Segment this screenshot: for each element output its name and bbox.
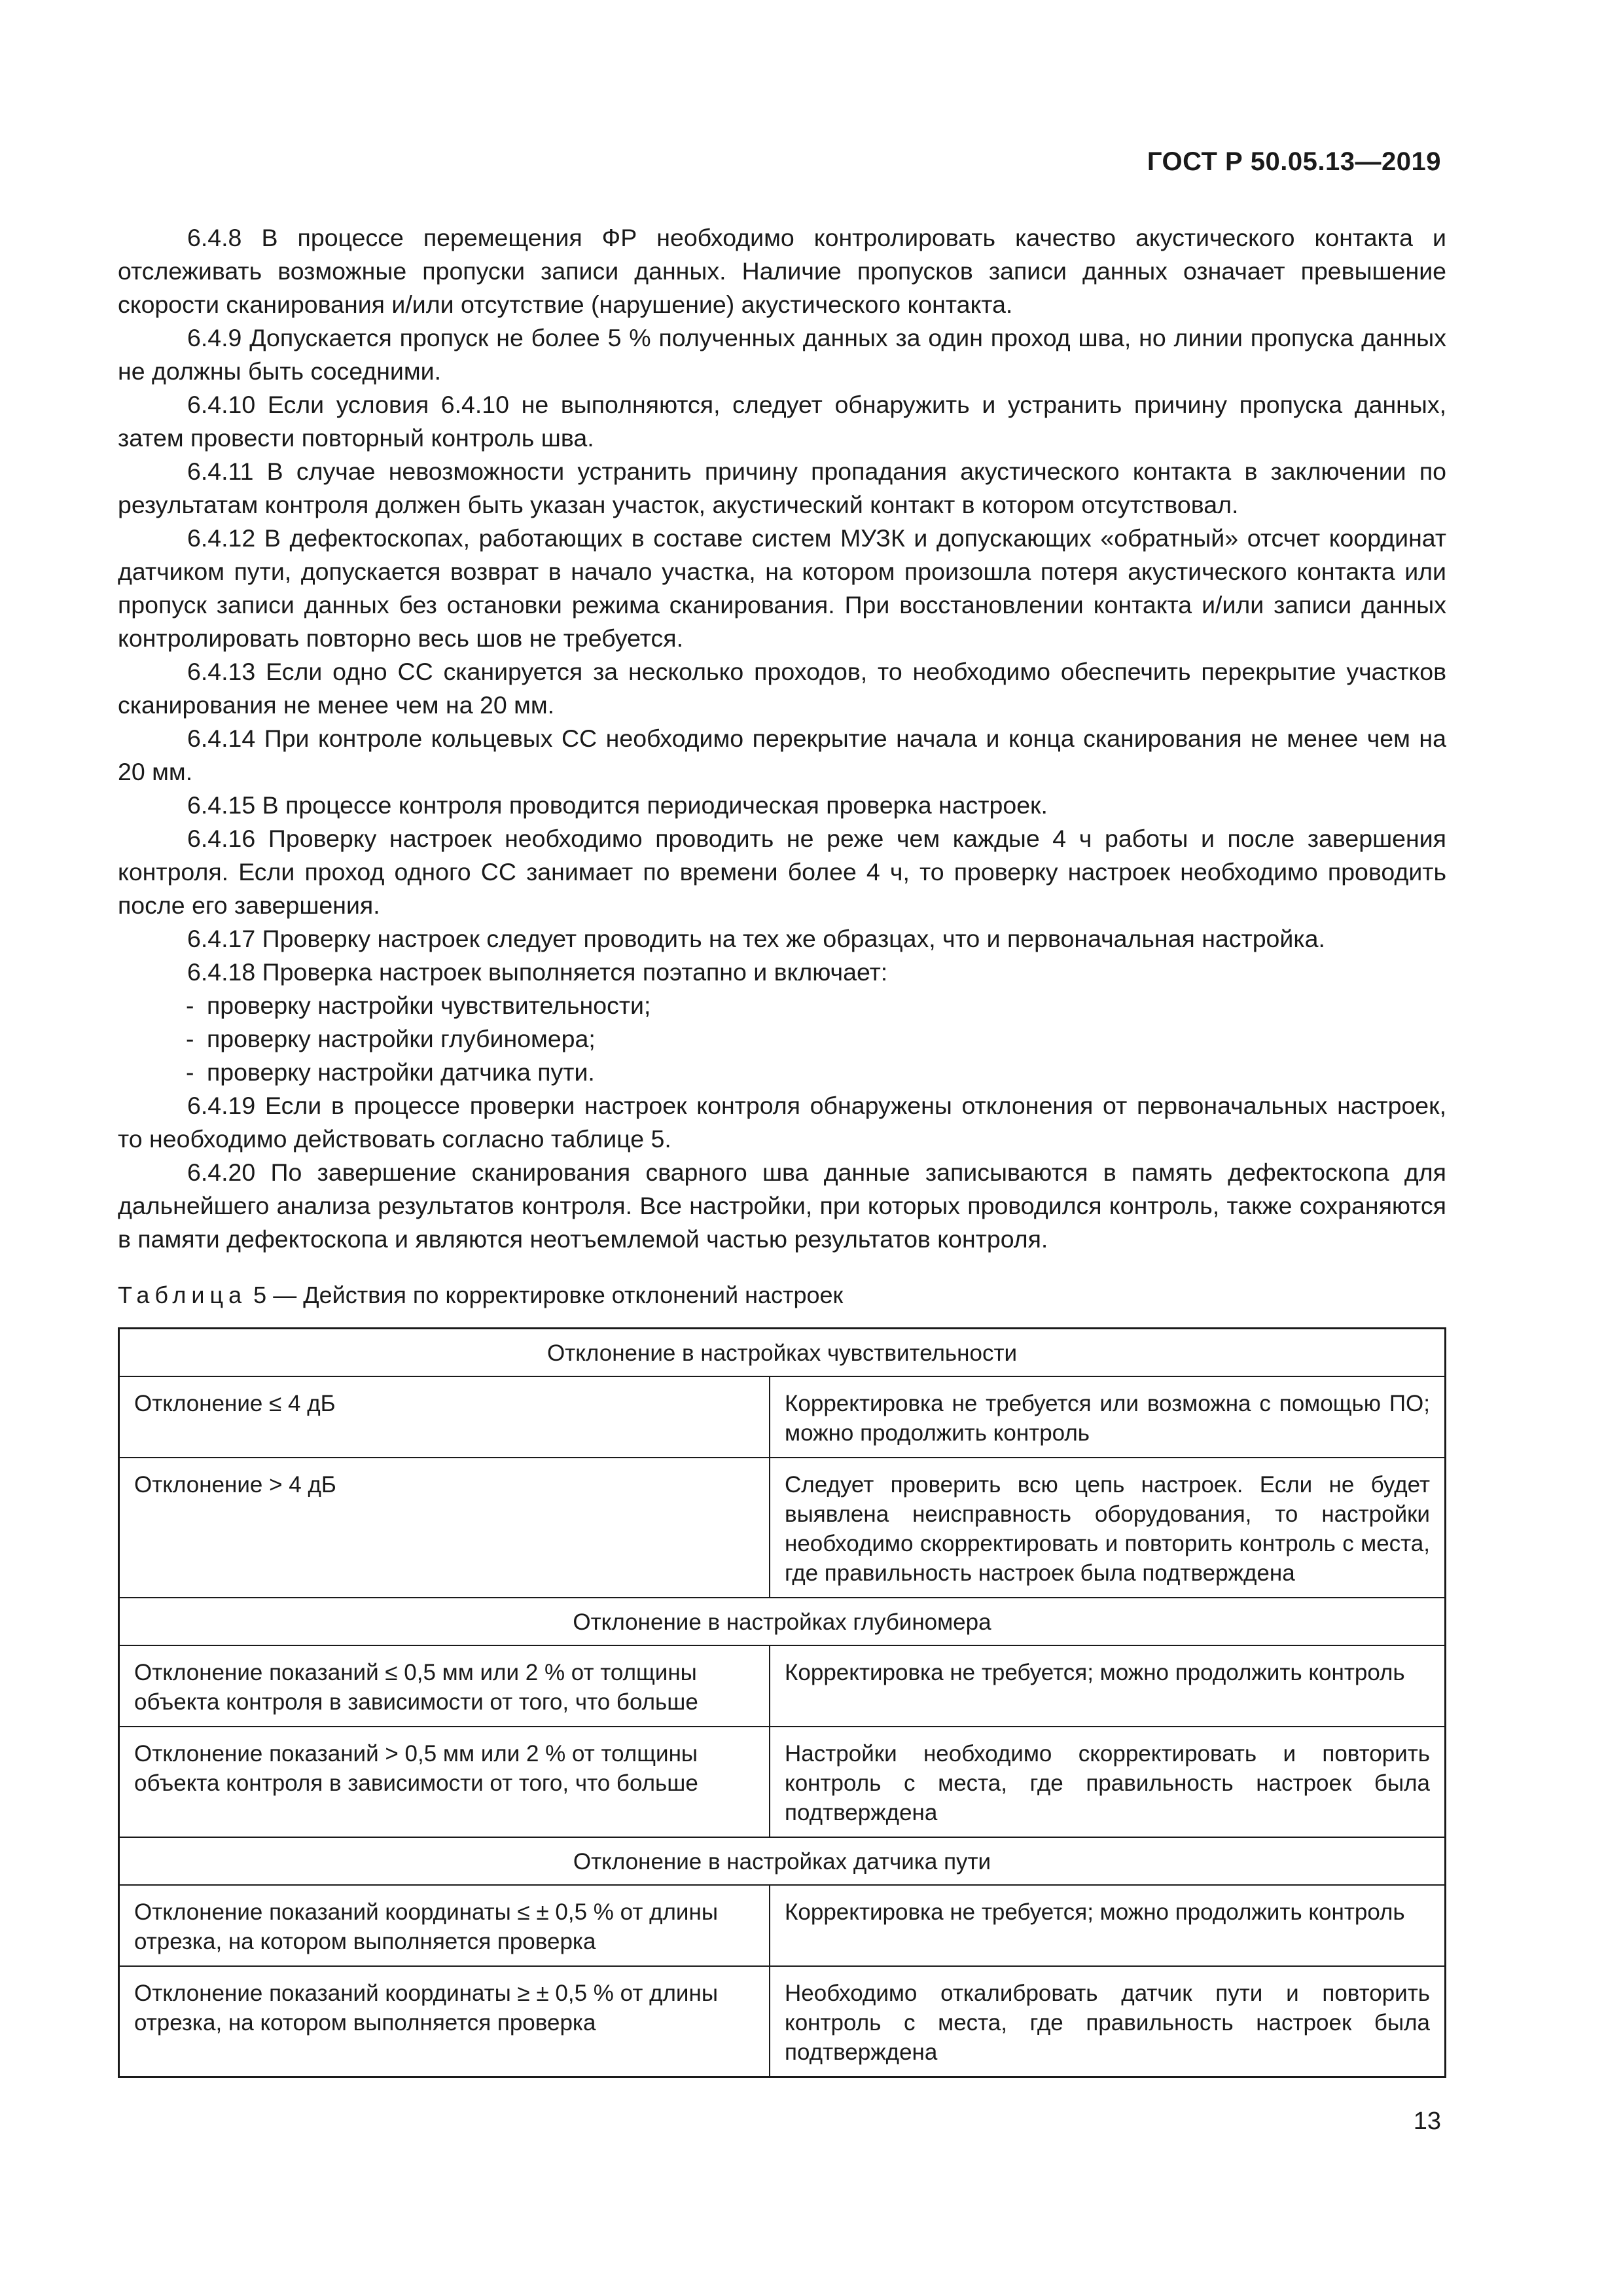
list-item bbox=[118, 1056, 1446, 1089]
list-marker: - bbox=[186, 1025, 194, 1052]
paragraph-6-4-17: 6.4.17 Проверку настроек следует проводить на тех же образцах, что и первоначальная настройка. bbox=[187, 925, 1325, 952]
action-cell: Корректировка не требуется или возможна с помощью ПО; можно продолжить контроль bbox=[770, 1376, 1446, 1458]
table-caption-label: Таблица bbox=[118, 1282, 247, 1308]
paragraph-6-4-19: 6.4.19 Если в процессе проверки настроек контроля обнаружены отклонения от первоначальных настроек, то необходимо действовать согласно таблице 5. bbox=[118, 1092, 1446, 1153]
section-title: Отклонение в настройках датчика пути bbox=[119, 1837, 1446, 1885]
list-item-text: проверку настройки глубиномера; bbox=[207, 1025, 596, 1052]
list-marker: - bbox=[186, 1058, 194, 1086]
list-item bbox=[118, 1022, 1446, 1056]
table-row bbox=[119, 1885, 1446, 1966]
paragraph-6-4-11: 6.4.11 В случае невозможности устранить причину пропадания акустического контакта в заключении по результатам контроля должен быть указан участок, акустический контакт в котором отсутствовал. bbox=[118, 457, 1446, 518]
action-cell: Корректировка не требуется; можно продолжить контроль bbox=[770, 1645, 1446, 1727]
list-item-text: проверку настройки датчика пути. bbox=[207, 1058, 595, 1086]
section-title: Отклонение в настройках глубиномера bbox=[119, 1598, 1446, 1645]
condition-cell: Отклонение показаний координаты ≤ ± 0,5 % от длины отрезка, на котором выполняется проверка bbox=[119, 1885, 770, 1966]
list-marker: - bbox=[186, 992, 194, 1019]
table-row bbox=[119, 1727, 1446, 1837]
table-row bbox=[119, 1645, 1446, 1727]
condition-cell: Отклонение показаний > 0,5 мм или 2 % от толщины объекта контроля в зависимости от того, что больше bbox=[119, 1727, 770, 1837]
table-section-row bbox=[119, 1837, 1446, 1885]
table-section-row bbox=[119, 1329, 1446, 1377]
paragraph-6-4-16: 6.4.16 Проверку настроек необходимо проводить не реже чем каждые 4 ч работы и после завершения контроля. Если проход одного СС занимает по времени более 4 ч, то проверку настроек необходимо проводить после его завершения. bbox=[118, 825, 1446, 919]
paragraph-6-4-20: 6.4.20 По завершение сканирования сварного шва данные записываются в память дефектоскопа для дальнейшего анализа результатов контроля. Все настройки, при которых проводился контроль, также сохраняются в памяти дефектоскопа и являются неотъемлемой частью результатов контроля. bbox=[118, 1158, 1446, 1253]
table-caption bbox=[118, 1282, 843, 1309]
deviation-table bbox=[118, 1327, 1446, 2078]
paragraph-6-4-12: 6.4.12 В дефектоскопах, работающих в составе систем МУЗК и допускающих «обратный» отсчет координат датчиком пути, допускается возврат в начало участка, на котором произошла потеря акустического контакта или пропуск записи данных без остановки режима сканирования. При восстановлении контакта и/или записи данных контролировать повторно весь шов не требуется. bbox=[118, 524, 1446, 652]
paragraph-6-4-8: 6.4.8 В процессе перемещения ФР необходимо контролировать качество акустического контакта и отслеживать возможные пропуски записи данных. Наличие пропусков записи данных означает превышение скорости сканирования и/или отсутствие (нарушение) акустического контакта. bbox=[118, 224, 1446, 318]
page-number: 13 bbox=[1413, 2108, 1441, 2135]
section-title: Отклонение в настройках чувствительности bbox=[119, 1329, 1446, 1377]
document-header: ГОСТ Р 50.05.13—2019 bbox=[1147, 147, 1441, 176]
condition-cell: Отклонение показаний координаты ≥ ± 0,5 % от длины отрезка, на котором выполняется проверка bbox=[119, 1966, 770, 2077]
table-row bbox=[119, 1966, 1446, 2077]
table-row bbox=[119, 1376, 1446, 1458]
paragraph-6-4-15: 6.4.15 В процессе контроля проводится периодическая проверка настроек. bbox=[187, 791, 1048, 819]
table-section-row bbox=[119, 1598, 1446, 1645]
paragraph-6-4-10: 6.4.10 Если условия 6.4.10 не выполняются, следует обнаружить и устранить причину пропуска данных, затем провести повторный контроль шва. bbox=[118, 391, 1446, 452]
condition-cell: Отклонение показаний ≤ 0,5 мм или 2 % от толщины объекта контроля в зависимости от того, что больше bbox=[119, 1645, 770, 1727]
action-cell: Необходимо откалибровать датчик пути и повторить контроль с места, где правильность настроек была подтверждена bbox=[770, 1966, 1446, 2077]
paragraph-6-4-14: 6.4.14 При контроле кольцевых СС необходимо перекрытие начала и конца сканирования не менее чем на 20 мм. bbox=[118, 725, 1446, 785]
action-cell: Корректировка не требуется; можно продолжить контроль bbox=[770, 1885, 1446, 1966]
condition-cell: Отклонение ≤ 4 дБ bbox=[119, 1376, 770, 1458]
action-cell: Следует проверить всю цепь настроек. Если не будет выявлена неисправность оборудования, то настройки необходимо скорректировать и повторить контроль с места, где правильность настроек была подтверждена bbox=[770, 1458, 1446, 1598]
list-item bbox=[118, 989, 1446, 1022]
paragraph-6-4-13: 6.4.13 Если одно СС сканируется за несколько проходов, то необходимо обеспечить перекрытие участков сканирования не менее чем на 20 мм. bbox=[118, 658, 1446, 719]
table-row bbox=[119, 1458, 1446, 1598]
paragraph-6-4-9: 6.4.9 Допускается пропуск не более 5 % полученных данных за один проход шва, но линии пропуска данных не должны быть соседними. bbox=[118, 324, 1446, 385]
paragraph-6-4-18: 6.4.18 Проверка настроек выполняется поэтапно и включает: bbox=[187, 958, 888, 986]
condition-cell: Отклонение > 4 дБ bbox=[119, 1458, 770, 1598]
body-text bbox=[118, 221, 1446, 1256]
action-cell: Настройки необходимо скорректировать и повторить контроль с места, где правильность настроек была подтверждена bbox=[770, 1727, 1446, 1837]
table-caption-title: 5 — Действия по корректировке отклонений настроек bbox=[253, 1282, 844, 1308]
list-item-text: проверку настройки чувствительности; bbox=[207, 992, 651, 1019]
